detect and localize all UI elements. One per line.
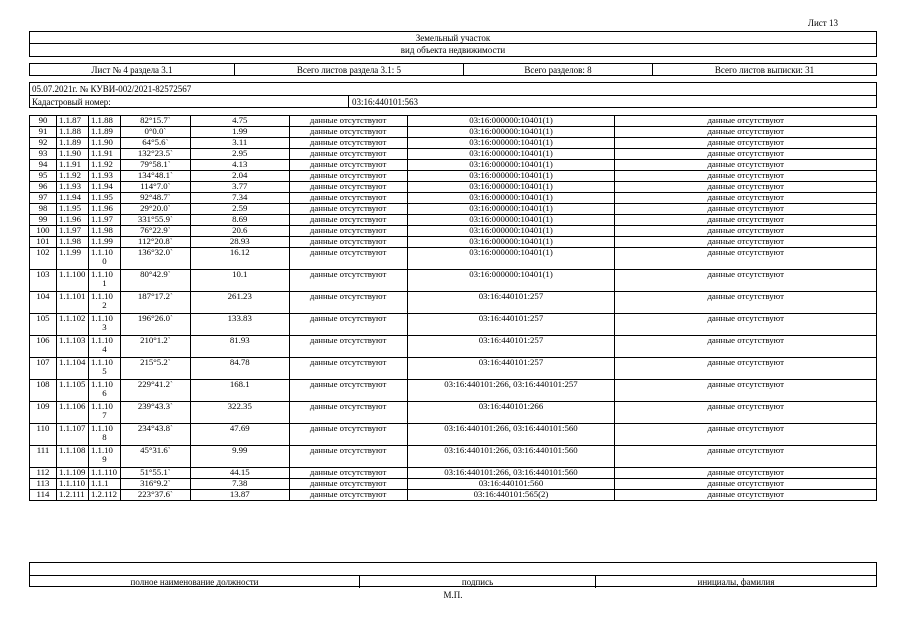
adjacent-parcels: 03:16:440101:266, 03:16:440101:560 xyxy=(407,446,615,468)
table-row xyxy=(30,204,877,215)
holder-info: данные отсутствуют xyxy=(615,248,877,270)
table-row xyxy=(30,182,877,193)
direction-angle: 187°17.2` xyxy=(120,292,190,314)
point-from: 1.1.93 xyxy=(56,182,88,193)
table-row xyxy=(30,380,877,402)
description-cell: данные отсутствуют xyxy=(289,490,407,501)
holder-info: данные отсутствуют xyxy=(615,336,877,358)
direction-angle: 112°20.8` xyxy=(120,237,190,248)
cadastral-number: 03:16:440101:563 xyxy=(352,97,419,107)
adjacent-parcels: 03:16:440101:266 xyxy=(407,402,615,424)
horizontal-length: 4.13 xyxy=(190,160,289,171)
point-to-line1: 1.1.10 xyxy=(90,291,113,301)
point-to-line1: 1.1.10 xyxy=(90,401,113,411)
point-from: 1.1.98 xyxy=(56,237,88,248)
adjacent-parcels: 03:16:440101:257 xyxy=(407,314,615,336)
adjacent-parcels: 03:16:440101:257 xyxy=(407,336,615,358)
section-sheet-number: Лист № 4 раздела 3.1 xyxy=(30,64,235,75)
description-cell: данные отсутствуют xyxy=(289,248,407,270)
direction-angle: 29°20.0` xyxy=(120,204,190,215)
point-to-line1: 1.1.10 xyxy=(90,357,113,367)
table-row xyxy=(30,160,877,171)
direction-angle: 114°7.0` xyxy=(120,182,190,193)
name-label: инициалы, фамилия xyxy=(697,577,775,587)
point-to-line1: 1.1.10 xyxy=(90,269,113,279)
holder-info: данные отсутствуют xyxy=(615,193,877,204)
point-from: 1.1.91 xyxy=(56,160,88,171)
adjacent-parcels: 03:16:440101:266, 03:16:440101:560 xyxy=(407,468,615,479)
direction-angle: 80°42.9` xyxy=(120,270,190,292)
adjacent-parcels: 03:16:000000:10401(1) xyxy=(407,138,615,149)
adjacent-parcels: 03:16:440101:560 xyxy=(407,479,615,490)
description-cell: данные отсутствуют xyxy=(289,270,407,292)
description-cell: данные отсутствуют xyxy=(289,182,407,193)
row-number: 112 xyxy=(30,468,57,479)
document-identity xyxy=(29,82,877,108)
horizontal-length: 7.34 xyxy=(190,193,289,204)
horizontal-length: 10.1 xyxy=(190,270,289,292)
table-row xyxy=(30,116,877,127)
adjacent-parcels: 03:16:000000:10401(1) xyxy=(407,248,615,270)
adjacent-parcels: 03:16:000000:10401(1) xyxy=(407,204,615,215)
horizontal-length: 28.93 xyxy=(190,237,289,248)
horizontal-length: 47.69 xyxy=(190,424,289,446)
horizontal-length: 9.99 xyxy=(190,446,289,468)
direction-angle: 136°32.0` xyxy=(120,248,190,270)
description-cell: данные отсутствуют xyxy=(289,424,407,446)
row-number: 98 xyxy=(30,204,57,215)
description-cell: данные отсутствуют xyxy=(289,226,407,237)
holder-info: данные отсутствуют xyxy=(615,182,877,193)
holder-info: данные отсутствуют xyxy=(615,127,877,138)
point-from: 1.1.87 xyxy=(56,116,88,127)
row-number: 91 xyxy=(30,127,57,138)
object-title: Земельный участок xyxy=(30,32,876,44)
description-cell: данные отсутствуют xyxy=(289,116,407,127)
row-number: 93 xyxy=(30,149,57,160)
point-to-line1: 1.1.10 xyxy=(90,247,113,257)
holder-info: данные отсутствуют xyxy=(615,292,877,314)
point-from: 1.1.103 xyxy=(56,336,88,358)
holder-info: данные отсутствуют xyxy=(615,160,877,171)
point-to-line2: 8 xyxy=(102,432,107,442)
description-cell: данные отсутствуют xyxy=(289,402,407,424)
table-row xyxy=(30,270,877,292)
horizontal-length: 8.69 xyxy=(190,215,289,226)
table-row xyxy=(30,479,877,490)
direction-angle: 76°22.9` xyxy=(120,226,190,237)
point-to: 1.1.1 xyxy=(88,479,120,490)
point-from: 1.1.92 xyxy=(56,171,88,182)
row-number: 97 xyxy=(30,193,57,204)
point-to-line2: 6 xyxy=(102,388,107,398)
description-cell: данные отсутствуют xyxy=(289,193,407,204)
holder-info: данные отсутствуют xyxy=(615,116,877,127)
direction-angle: 64°5.6` xyxy=(120,138,190,149)
point-to: 1.1.88 xyxy=(88,116,120,127)
adjacent-parcels: 03:16:440101:565(2) xyxy=(407,490,615,501)
point-to: 1.1.96 xyxy=(88,204,120,215)
row-number: 101 xyxy=(30,237,57,248)
table-row xyxy=(30,149,877,160)
holder-info: данные отсутствуют xyxy=(615,149,877,160)
horizontal-length: 16.12 xyxy=(190,248,289,270)
horizontal-length: 322.35 xyxy=(190,402,289,424)
row-number: 90 xyxy=(30,116,57,127)
holder-info: данные отсутствуют xyxy=(615,237,877,248)
adjacent-parcels: 03:16:440101:257 xyxy=(407,292,615,314)
point-to: 1.1.99 xyxy=(88,237,120,248)
point-from: 1.1.107 xyxy=(56,424,88,446)
horizontal-length: 2.95 xyxy=(190,149,289,160)
holder-info: данные отсутствуют xyxy=(615,314,877,336)
horizontal-length: 20.6 xyxy=(190,226,289,237)
point-to-line2: 5 xyxy=(102,366,107,376)
direction-angle: 331°55.9` xyxy=(120,215,190,226)
adjacent-parcels: 03:16:440101:266, 03:16:440101:560 xyxy=(407,424,615,446)
description-cell: данные отсутствуют xyxy=(289,468,407,479)
horizontal-length: 84.78 xyxy=(190,358,289,380)
object-header xyxy=(29,31,877,57)
point-to-line2: 2 xyxy=(102,300,107,310)
holder-info: данные отсутствуют xyxy=(615,490,877,501)
section-total-sheets: Всего листов раздела 3.1: 5 xyxy=(235,64,464,75)
table-row xyxy=(30,446,877,468)
table-row xyxy=(30,138,877,149)
horizontal-length: 168.1 xyxy=(190,380,289,402)
point-to-line1: 1.1.10 xyxy=(90,423,113,433)
point-from: 1.1.99 xyxy=(56,248,88,270)
total-extract-sheets: Всего листов выписки: 31 xyxy=(714,64,815,75)
direction-angle: 215°5.2` xyxy=(120,358,190,380)
direction-angle: 234°43.8` xyxy=(120,424,190,446)
point-to: 1.1.91 xyxy=(88,149,120,160)
point-to: 1.1.97 xyxy=(88,215,120,226)
point-from: 1.1.102 xyxy=(56,314,88,336)
description-cell: данные отсутствуют xyxy=(289,171,407,182)
position-label: полное наименование должности xyxy=(30,576,360,588)
row-number: 99 xyxy=(30,215,57,226)
horizontal-length: 133.83 xyxy=(190,314,289,336)
table-row xyxy=(30,237,877,248)
horizontal-length: 261.23 xyxy=(190,292,289,314)
direction-angle: 223°37.6` xyxy=(120,490,190,501)
point-to-line2: 3 xyxy=(102,322,107,332)
row-number: 114 xyxy=(30,490,57,501)
point-to xyxy=(88,336,120,358)
adjacent-parcels: 03:16:000000:10401(1) xyxy=(407,116,615,127)
sheet-info-row xyxy=(29,63,877,76)
row-number: 107 xyxy=(30,358,57,380)
object-type: вид объекта недвижимости xyxy=(400,45,506,55)
point-from: 1.1.96 xyxy=(56,215,88,226)
adjacent-parcels: 03:16:000000:10401(1) xyxy=(407,193,615,204)
adjacent-parcels: 03:16:000000:10401(1) xyxy=(407,160,615,171)
adjacent-parcels: 03:16:000000:10401(1) xyxy=(407,237,615,248)
point-from: 1.1.94 xyxy=(56,193,88,204)
sheet-label: Лист 13 xyxy=(807,18,838,28)
holder-info: данные отсутствуют xyxy=(615,171,877,182)
point-to: 1.1.110 xyxy=(88,468,120,479)
table-row xyxy=(30,402,877,424)
total-sections: Всего разделов: 8 xyxy=(464,64,653,75)
row-number: 108 xyxy=(30,380,57,402)
table-row xyxy=(30,127,877,138)
point-to xyxy=(88,402,120,424)
boundary-parts-table xyxy=(29,115,877,501)
table-row xyxy=(30,171,877,182)
point-to-line1: 1.1.10 xyxy=(90,445,113,455)
row-number: 111 xyxy=(30,446,57,468)
table-row xyxy=(30,424,877,446)
point-to-line1: 1.1.10 xyxy=(90,379,113,389)
table-row xyxy=(30,248,877,270)
date-number: 05.07.2021г. № КУВИ-002/2021-82572567 xyxy=(30,83,876,96)
row-number: 92 xyxy=(30,138,57,149)
holder-info: данные отсутствуют xyxy=(615,270,877,292)
point-from: 1.1.104 xyxy=(56,358,88,380)
direction-angle: 210°1.2` xyxy=(120,336,190,358)
table-row xyxy=(30,468,877,479)
horizontal-length: 2.04 xyxy=(190,171,289,182)
point-from: 1.1.101 xyxy=(56,292,88,314)
adjacent-parcels: 03:16:440101:266, 03:16:440101:257 xyxy=(407,380,615,402)
point-to: 1.1.95 xyxy=(88,193,120,204)
horizontal-length: 44.15 xyxy=(190,468,289,479)
point-to-line2: 9 xyxy=(102,454,107,464)
point-from: 1.1.97 xyxy=(56,226,88,237)
stamp-label: М.П. xyxy=(443,590,463,600)
point-to: 1.1.89 xyxy=(88,127,120,138)
direction-angle: 82°15.7` xyxy=(120,116,190,127)
description-cell: данные отсутствуют xyxy=(289,204,407,215)
direction-angle: 196°26.0` xyxy=(120,314,190,336)
direction-angle: 51°55.1` xyxy=(120,468,190,479)
point-to xyxy=(88,314,120,336)
adjacent-parcels: 03:16:000000:10401(1) xyxy=(407,270,615,292)
point-to: 1.1.94 xyxy=(88,182,120,193)
description-cell: данные отсутствуют xyxy=(289,314,407,336)
table-row xyxy=(30,336,877,358)
direction-angle: 92°48.7` xyxy=(120,193,190,204)
horizontal-length: 2.59 xyxy=(190,204,289,215)
holder-info: данные отсутствуют xyxy=(615,479,877,490)
direction-angle: 0°0.0` xyxy=(120,127,190,138)
point-from: 1.2.111 xyxy=(56,490,88,501)
horizontal-length: 1.99 xyxy=(190,127,289,138)
point-from: 1.1.89 xyxy=(56,138,88,149)
holder-info: данные отсутствуют xyxy=(615,468,877,479)
point-to xyxy=(88,424,120,446)
point-from: 1.1.105 xyxy=(56,380,88,402)
description-cell: данные отсутствуют xyxy=(289,446,407,468)
holder-info: данные отсутствуют xyxy=(615,226,877,237)
table-row xyxy=(30,358,877,380)
holder-info: данные отсутствуют xyxy=(615,358,877,380)
row-number: 100 xyxy=(30,226,57,237)
adjacent-parcels: 03:16:000000:10401(1) xyxy=(407,149,615,160)
description-cell: данные отсутствуют xyxy=(289,138,407,149)
row-number: 95 xyxy=(30,171,57,182)
adjacent-parcels: 03:16:000000:10401(1) xyxy=(407,127,615,138)
table-row xyxy=(30,215,877,226)
point-from: 1.1.108 xyxy=(56,446,88,468)
description-cell: данные отсутствуют xyxy=(289,292,407,314)
table-row xyxy=(30,292,877,314)
horizontal-length: 81.93 xyxy=(190,336,289,358)
direction-angle: 45°31.6` xyxy=(120,446,190,468)
point-to xyxy=(88,446,120,468)
direction-angle: 132°23.5` xyxy=(120,149,190,160)
description-cell: данные отсутствуют xyxy=(289,127,407,138)
adjacent-parcels: 03:16:000000:10401(1) xyxy=(407,171,615,182)
row-number: 109 xyxy=(30,402,57,424)
horizontal-length: 3.77 xyxy=(190,182,289,193)
row-number: 113 xyxy=(30,479,57,490)
description-cell: данные отсутствуют xyxy=(289,358,407,380)
point-to: 1.1.98 xyxy=(88,226,120,237)
point-from: 1.1.110 xyxy=(56,479,88,490)
row-number: 103 xyxy=(30,270,57,292)
adjacent-parcels: 03:16:000000:10401(1) xyxy=(407,182,615,193)
point-from: 1.1.100 xyxy=(56,270,88,292)
point-to xyxy=(88,380,120,402)
point-to-line1: 1.1.10 xyxy=(90,313,113,323)
table-row xyxy=(30,490,877,501)
holder-info: данные отсутствуют xyxy=(615,424,877,446)
point-from: 1.1.106 xyxy=(56,402,88,424)
row-number: 96 xyxy=(30,182,57,193)
direction-angle: 239°43.3` xyxy=(120,402,190,424)
direction-angle: 134°48.1` xyxy=(120,171,190,182)
point-to-line2: 1 xyxy=(102,278,107,288)
description-cell: данные отсутствуют xyxy=(289,479,407,490)
point-from: 1.1.95 xyxy=(56,204,88,215)
horizontal-length: 4.75 xyxy=(190,116,289,127)
description-cell: данные отсутствуют xyxy=(289,215,407,226)
point-to: 1.1.92 xyxy=(88,160,120,171)
row-number: 105 xyxy=(30,314,57,336)
point-to: 1.1.93 xyxy=(88,171,120,182)
row-number: 102 xyxy=(30,248,57,270)
adjacent-parcels: 03:16:440101:257 xyxy=(407,358,615,380)
signature-label: подпись xyxy=(360,576,596,588)
description-cell: данные отсутствуют xyxy=(289,149,407,160)
horizontal-length: 13.87 xyxy=(190,490,289,501)
table-row xyxy=(30,226,877,237)
holder-info: данные отсутствуют xyxy=(615,138,877,149)
holder-info: данные отсутствуют xyxy=(615,380,877,402)
holder-info: данные отсутствуют xyxy=(615,204,877,215)
horizontal-length: 3.11 xyxy=(190,138,289,149)
table-row xyxy=(30,314,877,336)
description-cell: данные отсутствуют xyxy=(289,237,407,248)
point-to: 1.2.112 xyxy=(88,490,120,501)
cadastral-label: Кадастровый номер: xyxy=(30,96,349,108)
point-to: 1.1.90 xyxy=(88,138,120,149)
point-from: 1.1.88 xyxy=(56,127,88,138)
direction-angle: 229°41.2` xyxy=(120,380,190,402)
direction-angle: 79°58.1` xyxy=(120,160,190,171)
point-to-line2: 0 xyxy=(102,256,107,266)
point-to-line2: 7 xyxy=(102,410,107,420)
row-number: 94 xyxy=(30,160,57,171)
adjacent-parcels: 03:16:000000:10401(1) xyxy=(407,226,615,237)
point-to xyxy=(88,270,120,292)
description-cell: данные отсутствуют xyxy=(289,336,407,358)
point-to xyxy=(88,292,120,314)
description-cell: данные отсутствуют xyxy=(289,380,407,402)
row-number: 104 xyxy=(30,292,57,314)
point-to xyxy=(88,358,120,380)
holder-info: данные отсутствуют xyxy=(615,402,877,424)
holder-info: данные отсутствуют xyxy=(615,215,877,226)
point-from: 1.1.90 xyxy=(56,149,88,160)
holder-info: данные отсутствуют xyxy=(615,446,877,468)
table-row xyxy=(30,193,877,204)
adjacent-parcels: 03:16:000000:10401(1) xyxy=(407,215,615,226)
point-to xyxy=(88,248,120,270)
description-cell: данные отсутствуют xyxy=(289,160,407,171)
point-from: 1.1.109 xyxy=(56,468,88,479)
row-number: 106 xyxy=(30,336,57,358)
horizontal-length: 7.38 xyxy=(190,479,289,490)
point-to-line2: 4 xyxy=(102,344,107,354)
signature-block xyxy=(29,562,877,587)
direction-angle: 316°9.2` xyxy=(120,479,190,490)
point-to-line1: 1.1.10 xyxy=(90,335,113,345)
row-number: 110 xyxy=(30,424,57,446)
